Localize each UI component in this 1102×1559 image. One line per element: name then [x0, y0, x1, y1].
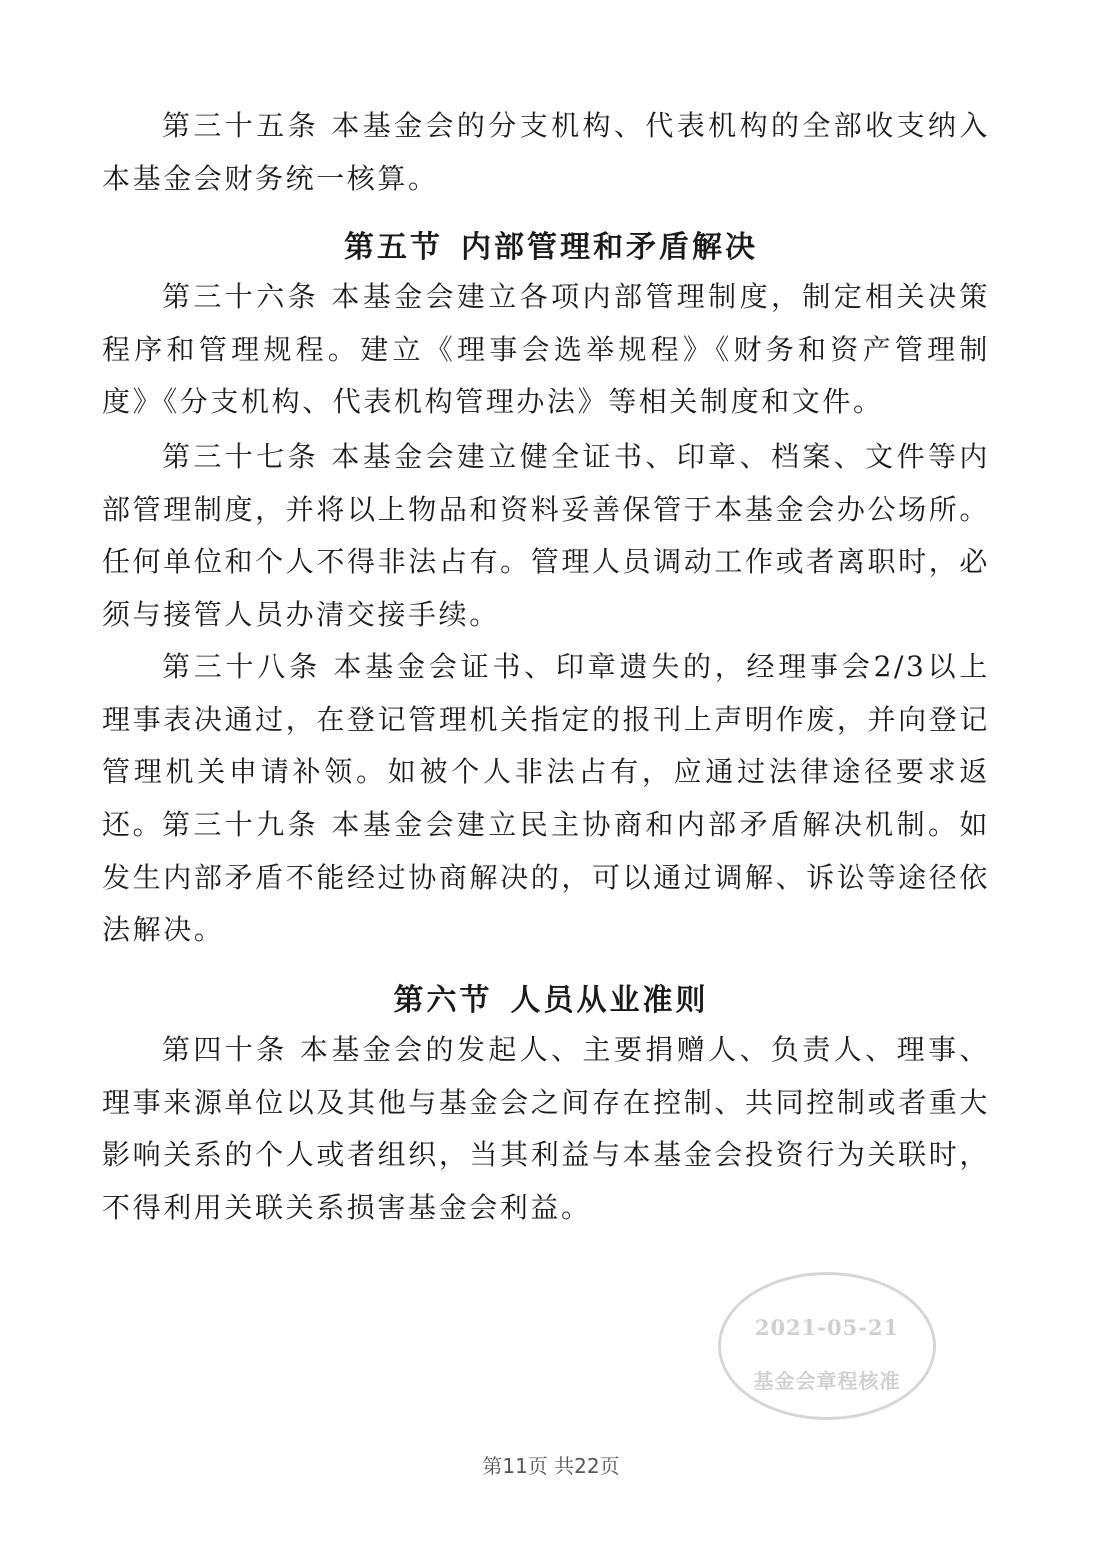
- section-5-number: 第五节: [344, 230, 443, 265]
- article-40: 第四十条 本基金会的发起人、主要捐赠人、负责人、理事、理事来源单位以及其他与基金会之间存在控制、共同控制或者重大影响关系的个人或者组织，当其利益与本基金会投资行为关联时，不得利用关联关系损害基金会利益。: [102, 1033, 990, 1224]
- section-6-heading: [0, 981, 1102, 1021]
- stamp-date: 2021-05-21: [754, 1315, 900, 1340]
- approval-stamp: [718, 1272, 936, 1420]
- section-6-title: 人员从业准则: [510, 983, 709, 1018]
- article-37: 第三十七条 本基金会建立健全证书、印章、档案、文件等内部管理制度，并将以上物品和资料妥善保管于本基金会办公场所。任何单位和个人不得非法占有。管理人员调动工作或者离职时，必须与接管人员办清交接手续。: [102, 440, 990, 631]
- article-35: 第三十五条 本基金会的分支机构、代表机构的全部收支纳入本基金会财务统一核算。: [102, 109, 990, 195]
- section-5-title: 内部管理和矛盾解决: [461, 230, 758, 265]
- section-6-number: 第六节: [393, 983, 493, 1018]
- page-number: 第11页 共22页: [482, 1454, 620, 1478]
- article-38: 第三十八条 本基金会证书、印章遗失的，经理事会2/3以上理事表决通过，在登记管理机关指定的报刊上声明作废，并向登记管理机关申请补领。如被个人非法占有，应通过法律途径要求返还。: [102, 650, 990, 841]
- stamp-text: 基金会章程核准: [753, 1369, 901, 1393]
- section-5-heading: [0, 228, 1102, 268]
- article-36: 第三十六条 本基金会建立各项内部管理制度，制定相关决策程序和管理规程。建立《理事会选举规程》《财务和资产管理制度》《分支机构、代表机构管理办法》等相关制度和文件。: [102, 280, 990, 418]
- article-39: 第三十九条 本基金会建立民主协商和内部矛盾解决机制。如发生内部矛盾不能经过协商解决的，可以通过调解、诉讼等途径依法解决。: [102, 808, 990, 946]
